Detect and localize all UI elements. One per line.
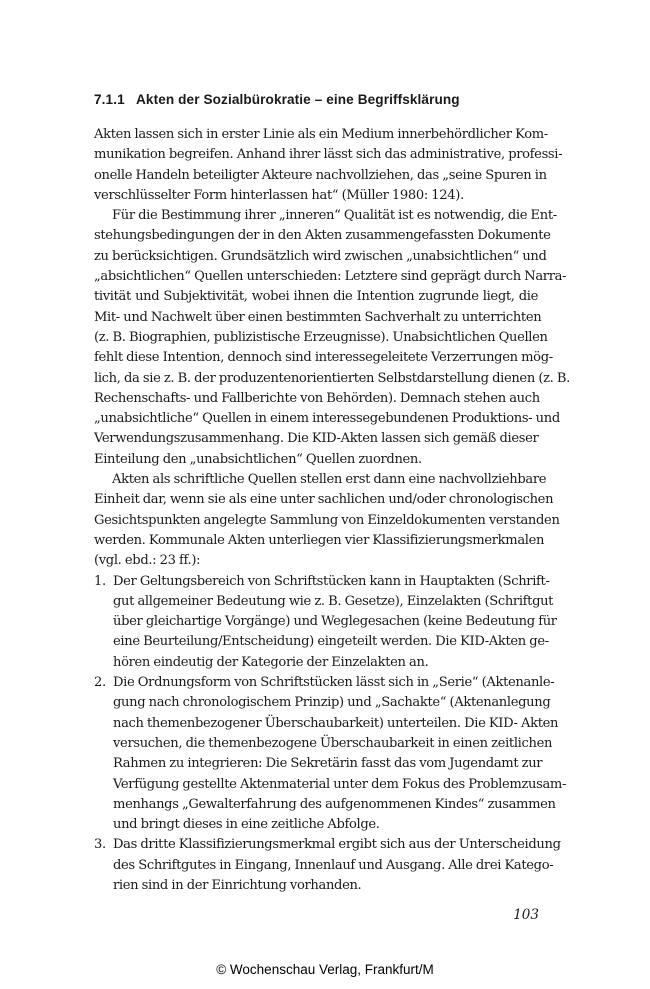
line-text: nach themenbezogener Überschaubarkeit) unterteilen. Die KID- Akten [113, 715, 559, 731]
line-text: Verwendungszusammenhang. Die KID-Akten lassen sich gemäß dieser [94, 431, 539, 447]
text-line [94, 754, 543, 774]
line-text: eine Beurteilung/Entscheidung) eingeteilt werden. Die KID-Akten ge- [113, 634, 549, 650]
line-text: (vgl. ebd.: 23 ff.): [94, 553, 201, 569]
line-text: Der Geltungsbereich von Schriftstücken kann in Hauptakten (Schrift- [113, 573, 550, 589]
text-line [94, 531, 545, 551]
text-line [94, 856, 554, 876]
copyright-footer: © Wochenschau Verlag, Frankfurt/M [216, 962, 434, 977]
list-item-number: 3. [94, 837, 106, 853]
line-text: (z. B. Biographien, publizistische Erzeugnisse). Unabsichtlichen Quellen [94, 329, 548, 345]
line-text: Die Ordnungsform von Schriftstücken lässt sich in „Serie“ (Aktenanle- [113, 675, 555, 691]
line-text: „unabsichtliche“ Quellen in einem interessegebundenen Produktions- und [94, 411, 560, 427]
text-line [94, 369, 570, 389]
text-line [94, 409, 560, 429]
text-line [94, 612, 557, 632]
text-line [94, 470, 547, 490]
line-text: munikation begreifen. Anhand ihrer lässt sich das administrative, professi- [94, 147, 563, 163]
line-text: Für die Bestimmung ihrer „inneren“ Qualität ist es notwendig, die Ent- [112, 208, 557, 224]
text-line [94, 632, 549, 652]
line-text: rien sind in der Einrichtung vorhanden. [113, 877, 362, 893]
text-line [94, 490, 554, 510]
page-number: 103 [513, 907, 539, 923]
text-line [94, 145, 563, 165]
text-line [94, 835, 561, 855]
line-text: Rechenschafts- und Fallberichte von Behörden). Demnach stehen auch [94, 390, 540, 406]
line-text: Akten lassen sich in erster Linie als ein Medium innerbehördlicher Kom- [94, 127, 548, 142]
text-line [94, 429, 538, 449]
text-line [94, 308, 542, 328]
text-line [94, 673, 555, 693]
text-line [94, 551, 538, 571]
line-text: „absichtlichen“ Quellen unterschieden: Letztere sind geprägt durch Narra- [94, 269, 567, 285]
text-line [94, 186, 538, 206]
line-text: zu berücksichtigen. Grundsätzlich wird zwischen „unabsichtlichen“ und [94, 248, 547, 264]
text-line [94, 450, 538, 470]
line-text: versuchen, die themenbezogene Überschaubarkeit in einen zeitlichen [113, 735, 553, 751]
list-item-number: 2. [94, 675, 106, 691]
line-text: Verfügung gestellte Aktenmaterial unter dem Fokus des Problemzusam- [113, 776, 567, 792]
list-item-number: 1. [94, 573, 106, 589]
text-line [94, 795, 556, 815]
text-line [94, 511, 560, 531]
line-text: Akten als schriftliche Quellen stellen erst dann eine nachvollziehbare [112, 472, 547, 488]
line-text: verschlüsselter Form hinterlassen hat“ (Müller 1980: 124). [94, 187, 464, 203]
text-line [94, 226, 551, 246]
line-text: Einteilung den „unabsichtlichen“ Quellen zuordnen. [94, 451, 422, 467]
text-line [94, 287, 538, 307]
line-text: Gesichtspunkten angelegte Sammlung von Einzeldokumenten verstanden [94, 512, 560, 528]
line-text: onelle Handeln beteiligter Akteure nachvollziehen, das „seine Spuren in [94, 167, 547, 183]
text-line [94, 876, 538, 896]
text-line [94, 348, 553, 368]
text-line [94, 572, 550, 592]
section-number: 7.1.1 [94, 92, 125, 107]
text-line [94, 815, 538, 835]
text-line [94, 267, 567, 287]
text-line [94, 206, 557, 226]
line-text: menhangs „Gewalterfahrung des aufgenommenen Kindes“ zusammen [113, 796, 556, 812]
line-text: werden. Kommunale Akten unterliegen vier Klassifizierungsmerkmalen [94, 532, 545, 548]
line-text: gung nach chronologischem Prinzip) und „Sachakte“ (Aktenanlegung [113, 695, 551, 711]
line-text: über gleichartige Vorgänge) und Weglegesachen (keine Bedeutung für [113, 614, 557, 630]
body-text [94, 125, 570, 896]
text-line [94, 693, 551, 713]
text-line [94, 125, 548, 145]
text-line [94, 653, 538, 673]
line-text: Einheit dar, wenn sie als eine unter sachlichen und/oder chronologischen [94, 492, 554, 508]
text-line [94, 714, 559, 734]
line-text: und bringt dieses in eine zeitliche Abfolge. [113, 817, 380, 833]
line-text: hören eindeutig der Kategorie der Einzelakten an. [113, 654, 429, 670]
line-text: fehlt diese Intention, dennoch sind interessegeleitete Verzerrungen mög- [94, 350, 553, 366]
text-line [94, 734, 553, 754]
text-line [94, 328, 548, 348]
text-line [94, 775, 567, 795]
line-text: lich, da sie z. B. der produzentenorientierten Selbstdarstellung dienen (z. B. [94, 370, 570, 386]
section-title: Akten der Sozialbürokratie – eine Begriffsklärung [136, 92, 460, 107]
line-text: stehungsbedingungen der in den Akten zusammengefassten Dokumente [94, 228, 551, 244]
text-line [94, 166, 547, 186]
line-text: Rahmen zu integrieren: Die Sekretärin fasst das vom Jugendamt zur [113, 756, 543, 772]
line-text: des Schriftgutes in Eingang, Innenlauf und Ausgang. Alle drei Katego- [113, 857, 554, 873]
text-line [94, 247, 547, 267]
line-text: Das dritte Klassifizierungsmerkmal ergibt sich aus der Unterscheidung [113, 837, 561, 853]
text-line [94, 389, 538, 409]
line-text: gut allgemeiner Bedeutung wie z. B. Gesetze), Einzelakten (Schriftgut [113, 593, 554, 609]
text-line [94, 592, 554, 612]
line-text: Mit- und Nachwelt über einen bestimmten Sachverhalt zu unterrichten [94, 309, 542, 325]
line-text: tivität und Subjektivität, wobei ihnen die Intention zugrunde liegt, die [94, 289, 538, 305]
section-heading [94, 92, 460, 107]
